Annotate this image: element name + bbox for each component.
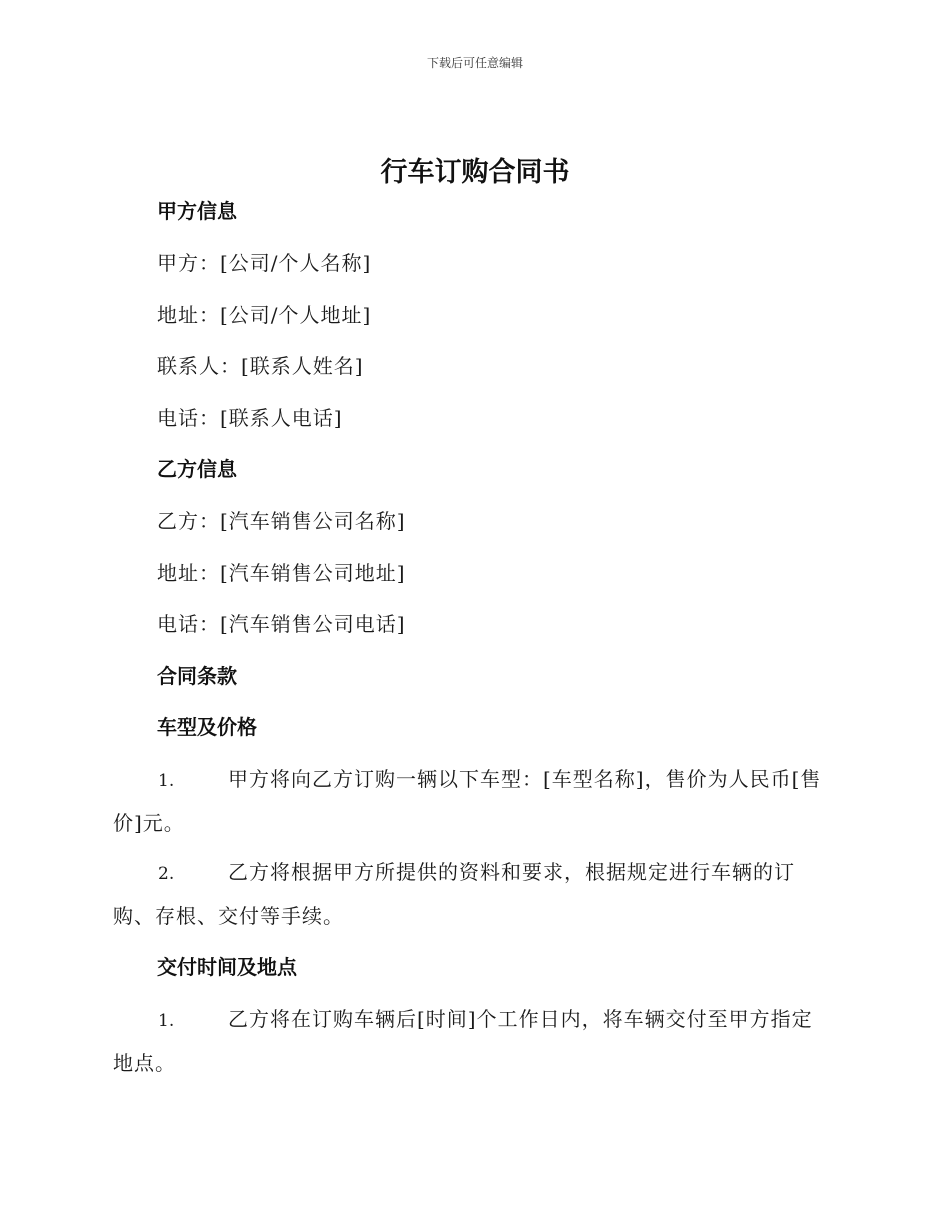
party-b-address-field: 地址：[汽车销售公司地址] xyxy=(157,561,406,585)
model-price-heading: 车型及价格 xyxy=(157,715,257,739)
party-a-phone-field: 电话：[联系人电话] xyxy=(157,406,343,430)
clause-number: 1. xyxy=(158,771,175,791)
clause-text: 乙方将在订购车辆后[时间]个工作日内，将车辆交付至甲方指定地点。 xyxy=(113,1007,813,1075)
delivery-heading: 交付时间及地点 xyxy=(157,955,297,979)
clause-number: 2. xyxy=(158,864,175,884)
party-b-heading: 乙方信息 xyxy=(157,457,237,481)
model-price-clause-2 xyxy=(113,851,828,937)
model-price-clause-1 xyxy=(113,758,828,844)
document-title: 行车订购合同书 xyxy=(380,157,570,188)
terms-heading: 合同条款 xyxy=(157,664,237,688)
party-a-address-field: 地址：[公司/个人地址] xyxy=(157,303,372,327)
party-a-name-field: 甲方：[公司/个人名称] xyxy=(157,251,372,275)
party-b-name-field: 乙方：[汽车销售公司名称] xyxy=(157,509,406,533)
header-note: 下载后可任意编辑 xyxy=(426,56,523,70)
party-a-contact-field: 联系人：[联系人姓名] xyxy=(157,354,364,378)
clause-number: 1. xyxy=(158,1011,175,1031)
clause-text: 乙方将根据甲方所提供的资料和要求，根据规定进行车辆的订购、存根、交付等手续。 xyxy=(113,860,795,928)
delivery-clause-1 xyxy=(113,998,828,1084)
clause-text: 甲方将向乙方订购一辆以下车型：[车型名称]，售价为人民币[售价]元。 xyxy=(113,767,822,835)
party-a-heading: 甲方信息 xyxy=(157,199,237,223)
party-b-phone-field: 电话：[汽车销售公司电话] xyxy=(157,612,406,636)
